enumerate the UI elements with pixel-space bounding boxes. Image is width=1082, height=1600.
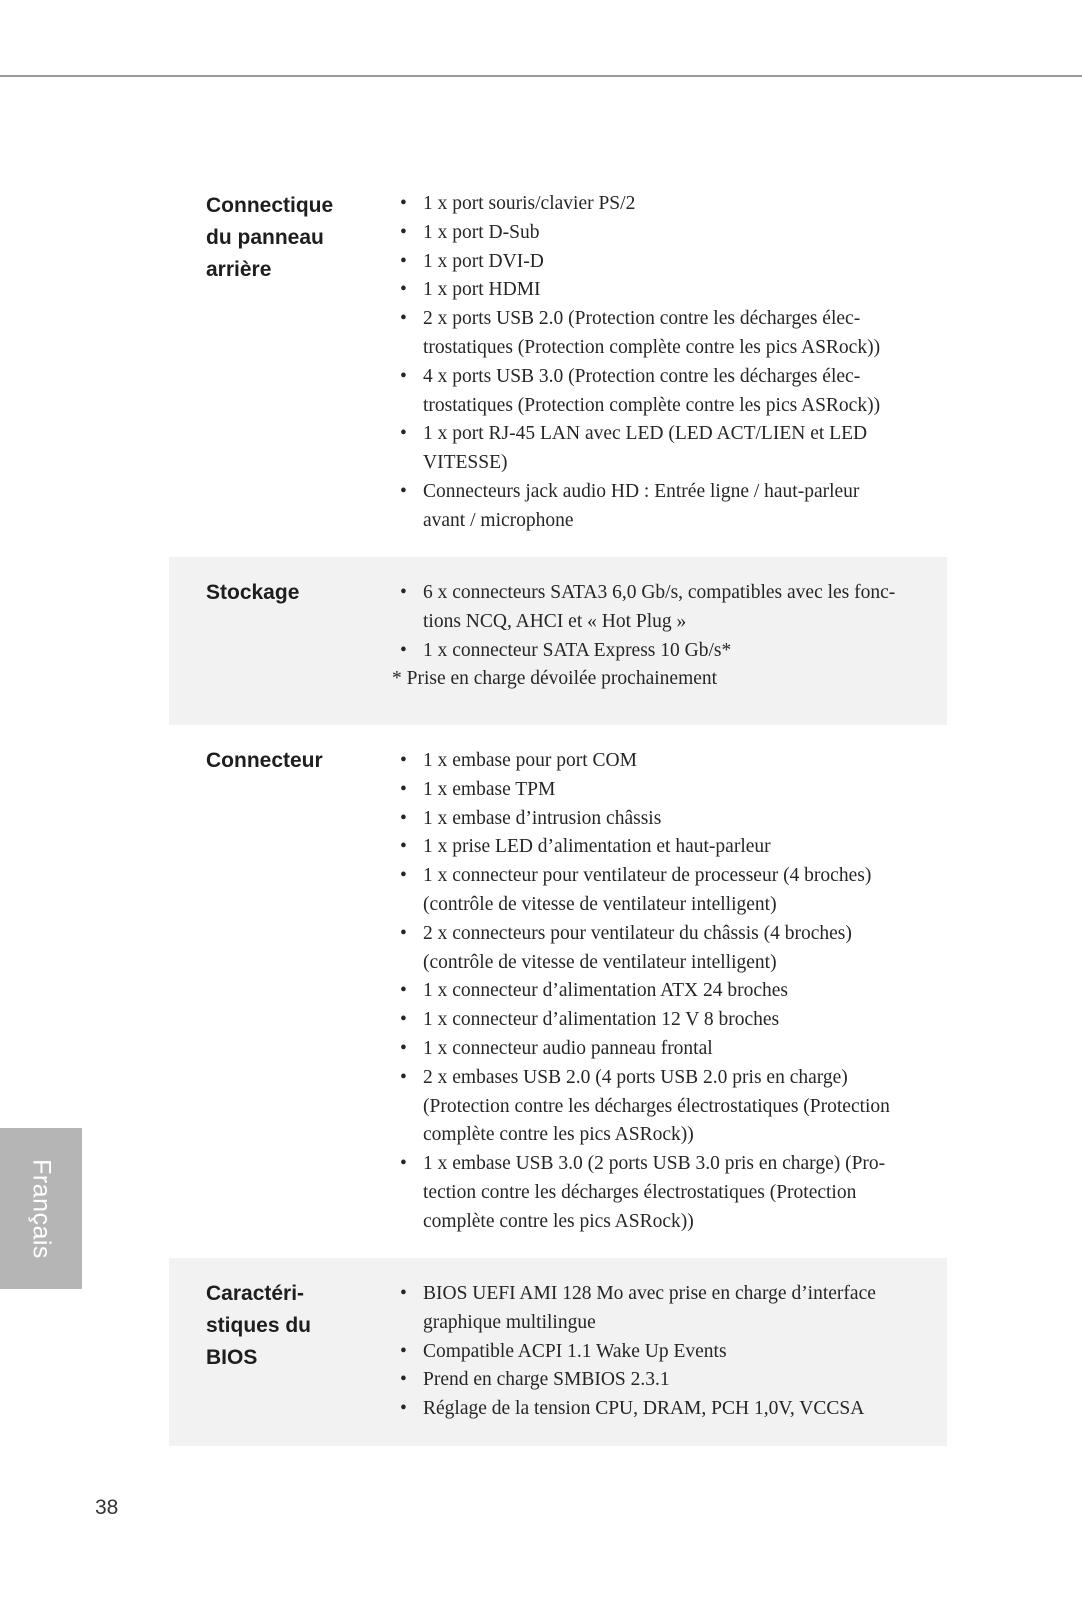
bullet-icon: • [400,980,407,1002]
list-item-text: 1 x port souris/clavier PS/2 [423,193,636,214]
list-item-text: 2 x embases USB 2.0 (4 ports USB 2.0 pris en charge) [423,1066,848,1088]
list-item-text: tection contre les décharges électrostatiques (Protection [423,1181,857,1203]
spec-row-storage [169,557,947,725]
bullet-icon: • [400,480,407,502]
list-item-text: 1 x port D-Sub [423,221,540,243]
list-item-text: 1 x embase TPM [423,778,556,800]
list-item-text: 1 x embase d’intrusion châssis [423,807,662,829]
list-item-text: Réglage de la tension CPU, DRAM, PCH 1,0V, VCCSA [423,1398,865,1420]
list-item-text: 1 x port HDMI [423,279,541,301]
bullet-icon: • [400,365,407,387]
list-item-text: 1 x embase USB 3.0 (2 ports USB 3.0 pris en charge) (Pro- [423,1153,886,1175]
list-item-text: VITESSE) [423,452,508,474]
footnote: * Prise en charge dévoilée prochainement [392,668,718,689]
spec-list [394,190,924,536]
list-item-text: (contrôle de vitesse de ventilateur intelligent) [423,951,777,973]
spec-list [394,579,924,665]
list-item-text: (contrôle de vitesse de ventilateur intelligent) [423,893,777,915]
list-item [394,805,924,834]
bullet-icon: • [400,807,407,829]
spec-row-bios [169,1258,947,1446]
list-item [394,1006,924,1035]
bullet-icon: • [400,193,407,214]
list-item [394,363,924,421]
bullet-icon: • [400,221,407,243]
bullet-icon: • [400,582,407,603]
language-tab-label: Français [27,1158,56,1259]
list-item-text: complète contre les pics ASRock)) [423,1210,694,1232]
list-item [394,1150,924,1236]
bullet-icon: • [400,1009,407,1031]
list-item [394,776,924,805]
row-label [206,745,376,777]
bullet-icon: • [400,1066,407,1088]
list-item-text: trostatiques (Protection complète contre les pics ASRock)) [423,336,881,358]
list-item-text: Compatible ACPI 1.1 Wake Up Events [423,1340,727,1362]
list-item-text: 6 x connecteurs SATA3 6,0 Gb/s, compatibles avec les fonc- [423,582,896,603]
row-label-line: stiques du [206,1314,312,1337]
list-item [394,833,924,862]
list-item [394,1366,924,1395]
bullet-icon: • [400,1283,407,1304]
list-item [394,862,924,920]
bullet-icon: • [400,1153,407,1175]
list-item [394,1035,924,1064]
list-item [394,219,924,248]
list-item [394,1280,924,1338]
bullet-icon: • [400,1398,407,1420]
list-item-text: BIOS UEFI AMI 128 Mo avec prise en charge d’interface [423,1283,876,1304]
spec-row-connectors [169,725,947,1258]
row-label-line: Connecteur [206,749,323,772]
list-item-text: 1 x connecteur audio panneau frontal [423,1037,713,1059]
row-label [206,577,376,609]
bullet-icon: • [400,1369,407,1391]
list-item-text: 1 x prise LED d’alimentation et haut-parleur [423,836,771,858]
list-item [394,1338,924,1367]
bullet-icon: • [400,250,407,272]
list-item [394,276,924,305]
list-item [394,478,924,536]
bullet-icon: • [400,865,407,887]
list-item-text: 1 x embase pour port COM [423,750,637,771]
header-rule [0,75,1082,77]
bullet-icon: • [400,1037,407,1059]
list-item [394,977,924,1006]
spec-list [394,747,924,1237]
row-label-line: BIOS [206,1346,258,1369]
language-side-tab [0,1128,82,1289]
row-label-line: Caractéri- [206,1282,305,1305]
list-item-text: complète contre les pics ASRock)) [423,1124,694,1146]
list-item [394,1395,924,1424]
list-item [394,637,924,666]
page-number: 38 [95,1496,119,1519]
list-item [394,190,924,219]
list-item-text: 1 x connecteur SATA Express 10 Gb/s* [423,639,732,661]
list-item-text: Connecteurs jack audio HD : Entrée ligne / haut-parleur [423,480,860,502]
spec-row-rear-panel [169,178,947,557]
list-item [394,305,924,363]
bullet-icon: • [400,423,407,445]
row-label-line: Connectique [206,194,334,217]
list-item-text: (Protection contre les décharges électrostatiques (Protection [423,1095,890,1117]
list-item-text: 4 x ports USB 3.0 (Protection contre les décharges élec- [423,365,861,387]
list-item-text: 1 x port RJ-45 LAN avec LED (LED ACT/LIEN et LED [423,423,868,445]
list-item-text: 1 x connecteur d’alimentation ATX 24 broches [423,980,788,1002]
row-label-line: du panneau [206,226,324,249]
list-item-text: 1 x connecteur d’alimentation 12 V 8 broches [423,1009,780,1031]
list-item [394,579,924,637]
bullet-icon: • [400,836,407,858]
bullet-icon: • [400,279,407,301]
bullet-icon: • [400,308,407,330]
list-item-text: trostatiques (Protection complète contre les pics ASRock)) [423,394,881,416]
list-item [394,420,924,478]
row-label-line: Stockage [206,581,300,604]
bullet-icon: • [400,639,407,661]
bullet-icon: • [400,750,407,771]
list-item-text: 1 x port DVI-D [423,250,544,272]
list-item-text: graphique multilingue [423,1311,596,1333]
spec-list [394,1280,924,1424]
list-item [394,1064,924,1150]
bullet-icon: • [400,922,407,944]
list-item-text: 2 x connecteurs pour ventilateur du châssis (4 broches) [423,922,852,944]
list-item [394,920,924,978]
list-item-text: 2 x ports USB 2.0 (Protection contre les décharges élec- [423,308,861,330]
list-item-text: tions NCQ, AHCI et « Hot Plug » [423,610,687,632]
row-label [206,190,376,286]
list-item [394,248,924,277]
bullet-icon: • [400,1340,407,1362]
list-item [394,747,924,776]
list-item-text: 1 x connecteur pour ventilateur de processeur (4 broches) [423,865,872,887]
bullet-icon: • [400,778,407,800]
list-item-text: Prend en charge SMBIOS 2.3.1 [423,1369,670,1391]
list-item-text: avant / microphone [423,509,574,531]
row-label-line: arrière [206,258,272,281]
row-label [206,1278,376,1374]
